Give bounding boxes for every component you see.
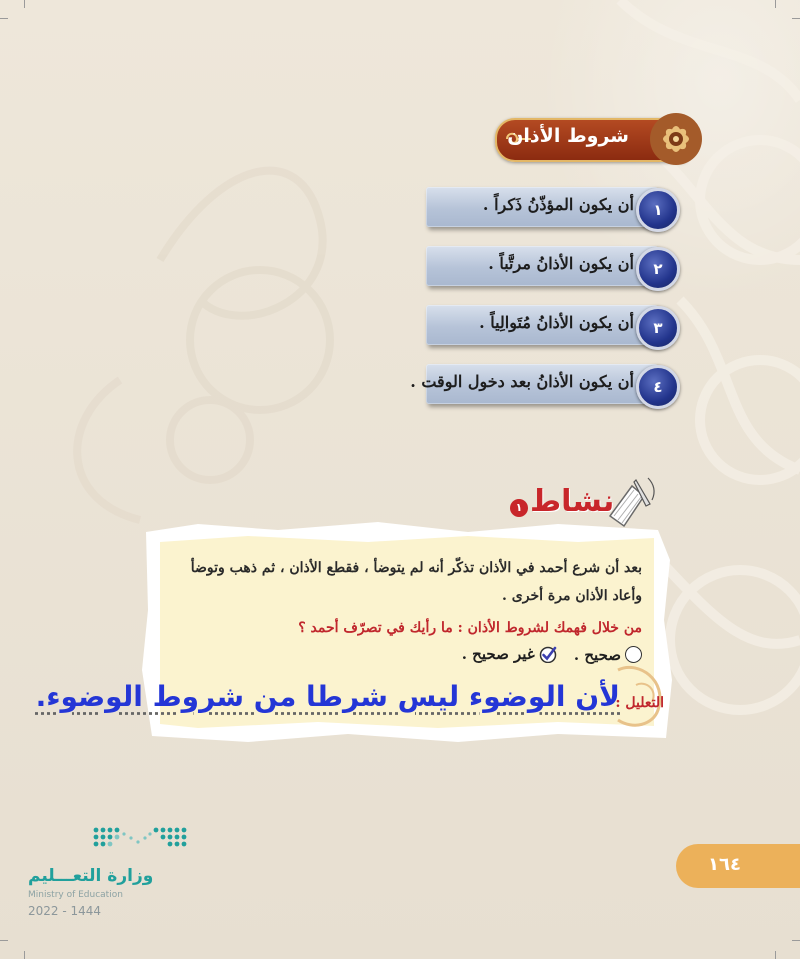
condition-item: [426, 246, 663, 286]
answer-options: [450, 645, 642, 667]
activity-paragraph-line: وأعاد الأذان مرة أخرى .: [502, 588, 642, 604]
activity-paragraph-line: بعد أن شرع أحمد في الأذان تذكّر أنه لم يتوضأ ، فقطع الأذان ، ثم ذهب وتوضأ: [190, 560, 642, 576]
crop-mark: [0, 18, 8, 19]
crop-mark: [775, 0, 776, 8]
condition-number: ٢: [636, 247, 680, 291]
condition-item: [426, 305, 663, 345]
activity-question: من خلال فهمك لشروط الأذان : ما رأيك في تصرّف أحمد ؟: [298, 620, 642, 636]
ministry-dots-icon: [90, 824, 190, 860]
activity-label: نشاط: [530, 484, 615, 519]
crop-mark: [24, 951, 25, 959]
crop-mark: [792, 18, 800, 19]
condition-text: أن يكون المؤذّنُ ذَكراً .: [482, 195, 634, 214]
reason-answer[interactable]: لأن الوضوء ليس شرطا من شروط الوضوء.: [35, 680, 620, 713]
option-incorrect[interactable]: [462, 645, 557, 663]
section-title: شروط الأذان: [507, 125, 629, 147]
crop-mark: [24, 0, 25, 8]
radio-empty-icon[interactable]: [625, 646, 642, 663]
section-title-banner: [495, 118, 687, 162]
option-incorrect-label: غير صحيح .: [461, 645, 535, 663]
crop-mark: [775, 951, 776, 959]
condition-item: [426, 187, 663, 227]
condition-text: أن يكون الأذانُ مُتَوالِياً .: [479, 313, 634, 332]
ministry-name-english: Ministry of Education: [28, 890, 123, 900]
condition-number: ١: [636, 188, 680, 232]
option-correct-label: صحيح .: [573, 645, 621, 664]
ministry-name-arabic: وزارة التعـــليم: [28, 866, 154, 886]
crop-mark: [792, 940, 800, 941]
condition-text: أن يكون الأذانُ بعد دخول الوقت .: [410, 372, 634, 391]
flower-medallion-icon: [647, 110, 705, 168]
ministry-year: 2022 - 1444: [28, 904, 102, 918]
reason-label: التعليل :: [615, 695, 664, 711]
activity-header: [490, 484, 670, 538]
checkmark-circle-icon[interactable]: [539, 645, 557, 663]
ministry-logo: [28, 824, 198, 934]
page-number-tab: [676, 844, 800, 888]
condition-item: [410, 364, 663, 404]
page-number: ١٦٤: [708, 854, 741, 875]
crop-mark: [0, 940, 8, 941]
condition-text: أن يكون الأذانُ مرتَّباً .: [488, 254, 634, 273]
activity-card: [35, 520, 676, 744]
condition-number: ٣: [636, 306, 680, 350]
option-correct[interactable]: [574, 646, 642, 664]
condition-number: ٤: [636, 365, 680, 409]
activity-number-badge: ١: [510, 499, 528, 517]
